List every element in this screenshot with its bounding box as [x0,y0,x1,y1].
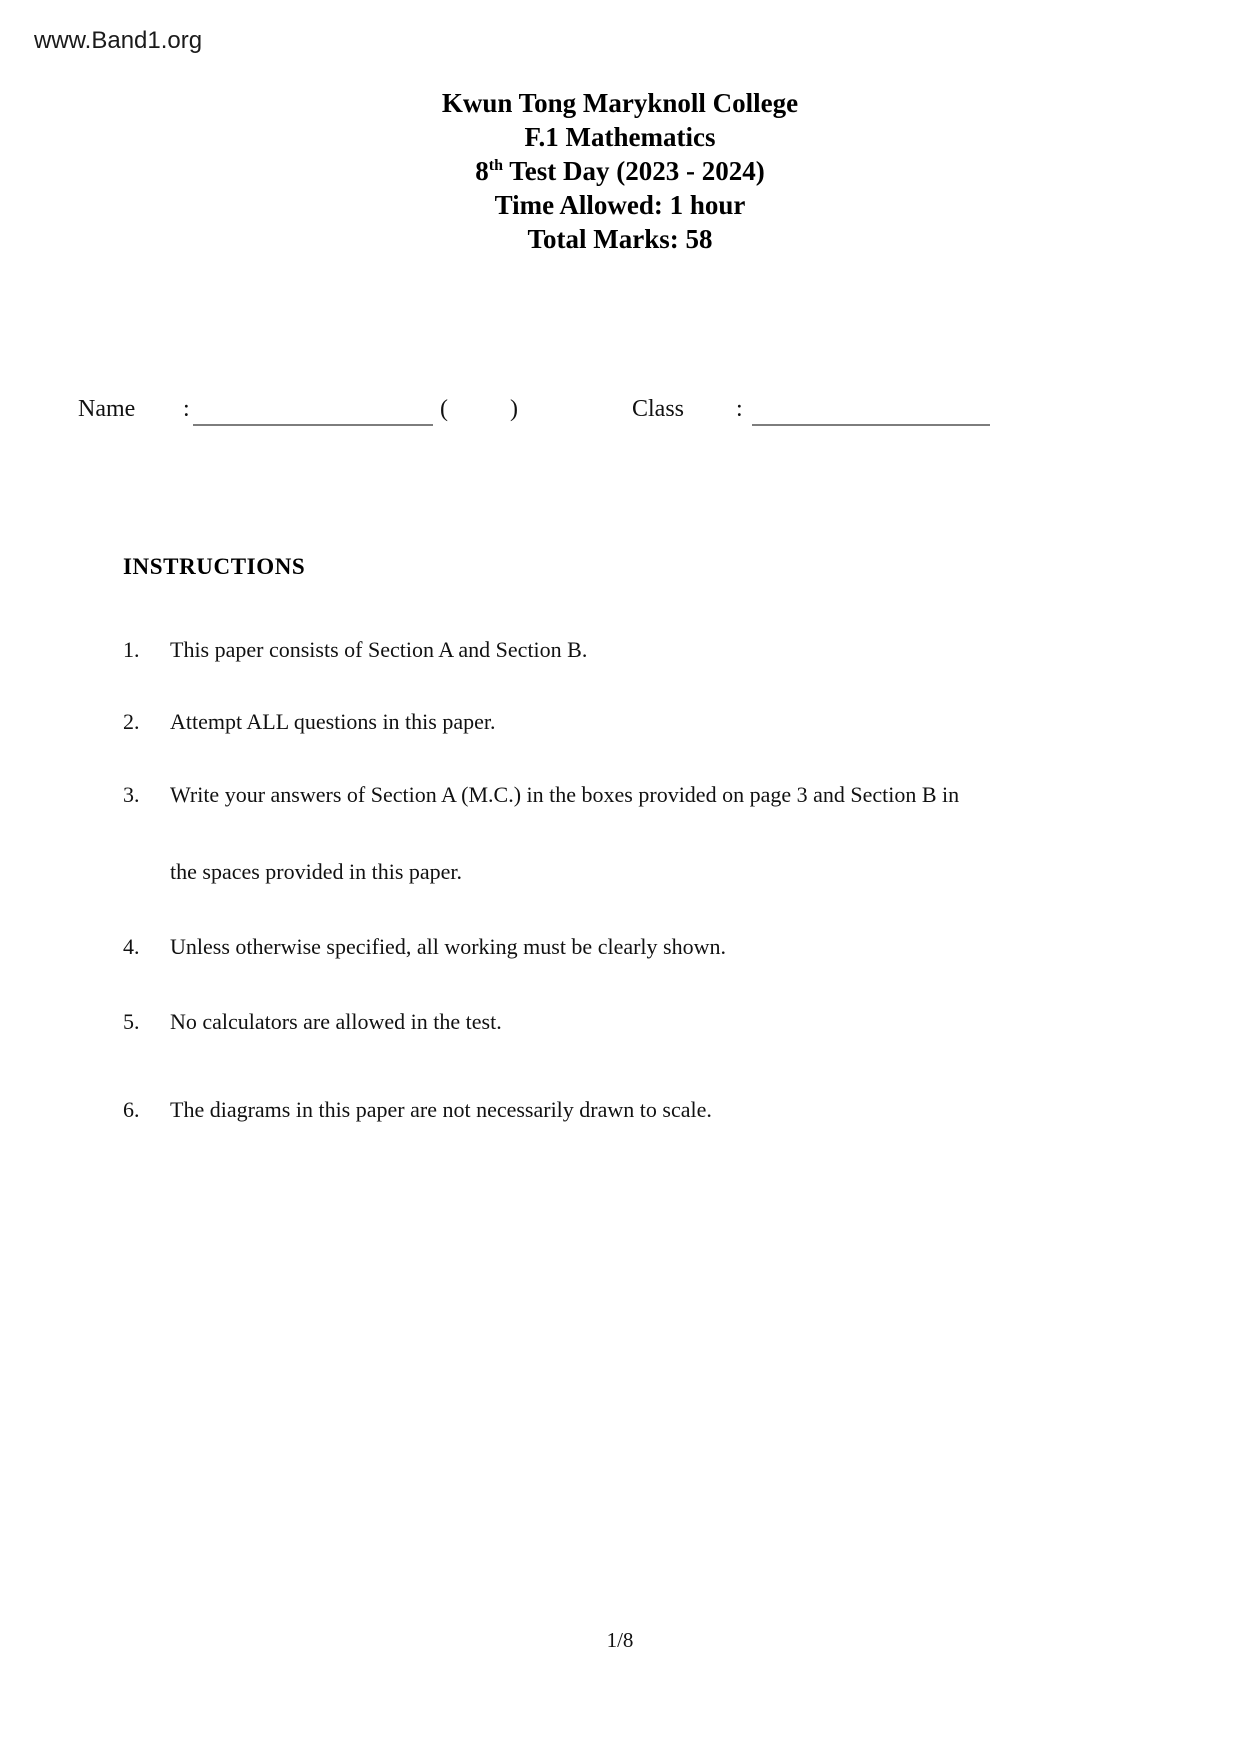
school-name: Kwun Tong Maryknoll College [441,88,799,118]
time-allowed: Time Allowed: 1 hour [494,190,746,220]
item-text: Unless otherwise specified, all working must be clearly shown. [170,934,726,959]
title-block [0,86,1240,256]
subject-title: F.1 Mathematics [524,122,716,152]
name-blank-field [193,396,433,426]
test-title-rest: Test Day (2023 - 2024) [502,156,765,186]
class-label: Class [632,396,685,422]
test-number: 8 [475,156,489,186]
item-text: No calculators are allowed in the test. [170,1009,502,1034]
test-title [0,154,1240,188]
paren-open: ( [440,396,448,422]
watermark-url: www.Band1.org [34,27,203,54]
name-colon: : [183,396,190,422]
item-number: 4. [123,934,140,959]
instructions-heading: INSTRUCTIONS [123,554,306,579]
item-text: This paper consists of Section A and Section B. [170,637,588,662]
student-info-row [0,396,1240,430]
item-text: The diagrams in this paper are not necessarily drawn to scale. [170,1097,712,1122]
ordinal-suffix: th [488,157,503,174]
item-number: 2. [123,709,140,734]
item-text: the spaces provided in this paper. [170,859,463,884]
item-text: Attempt ALL questions in this paper. [170,709,496,734]
paren-close: ) [510,396,518,422]
item-number: 5. [123,1009,140,1034]
total-marks: Total Marks: 58 [527,224,713,254]
item-number: 3. [123,782,140,807]
item-number: 6. [123,1097,140,1122]
class-blank-field [752,396,990,426]
name-label: Name [78,396,136,422]
page-number: 1/8 [606,1628,634,1652]
class-colon: : [736,396,743,422]
item-text: Write your answers of Section A (M.C.) in the boxes provided on page 3 and Section B in [170,782,960,807]
item-number: 1. [123,637,140,662]
